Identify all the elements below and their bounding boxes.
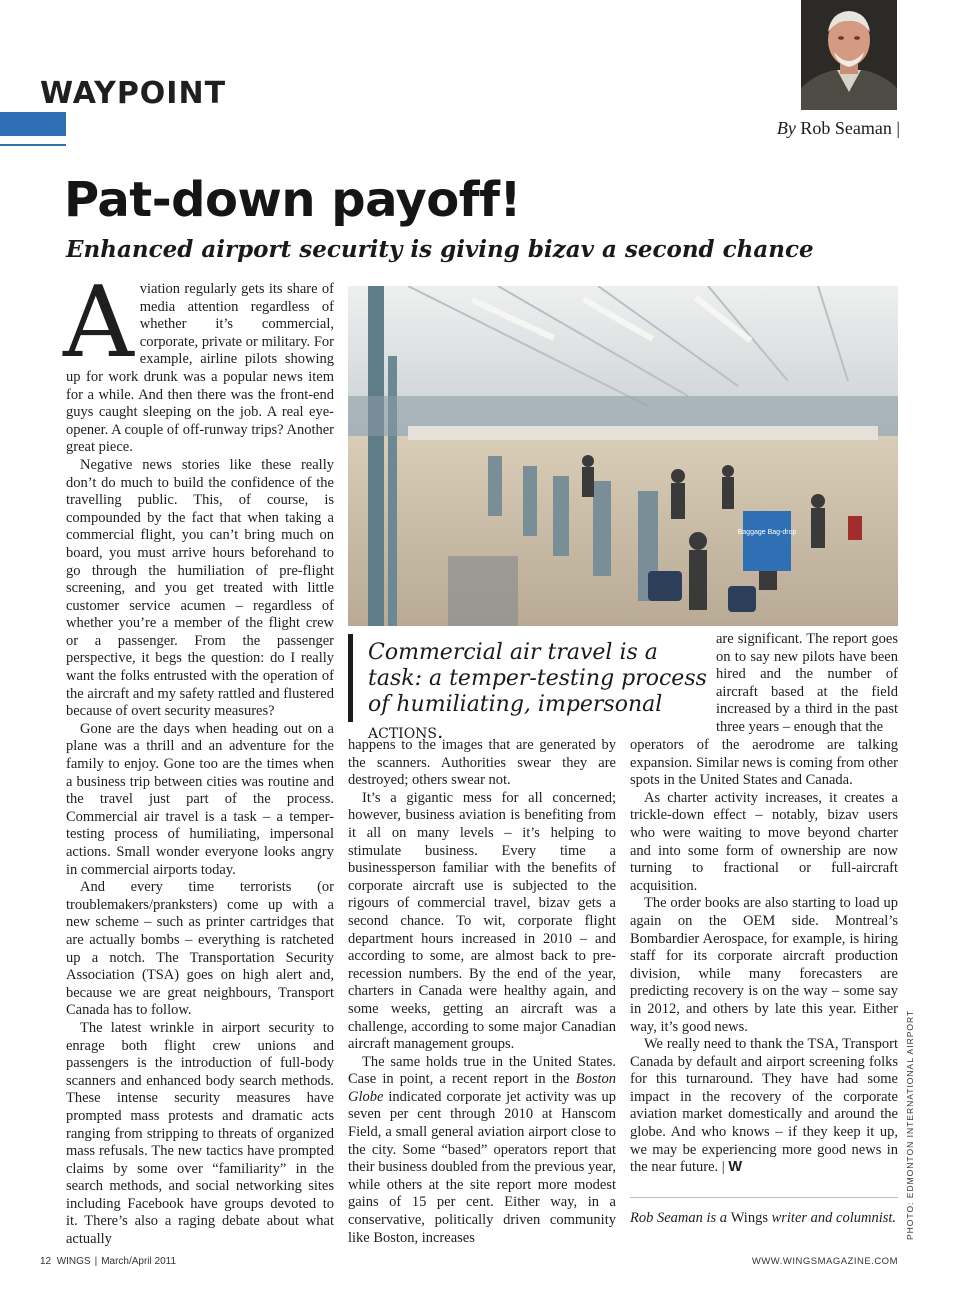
author-bio (630, 1209, 898, 1227)
author-portrait (801, 0, 897, 110)
article-headline: Pat-down payoff! (64, 172, 521, 228)
pull-quote-end: actions. (368, 719, 444, 743)
article-paragraph (348, 1054, 616, 1248)
photo-credit: PHOTO: EDMONTON INTERNATIONAL AIRPORT (905, 1009, 915, 1240)
paragraph-text: viation regularly gets its share of media attention regardless of whether it’s commercial, corporate, private or military. For example, airline pilots showing up for work drunk was a popular news item for a while. And then there was the front-end guys caught sleeping on the job. A real eye-opener. A couple of off-runway trips? Another great piece. (66, 281, 334, 456)
article-column-3 (630, 737, 898, 1177)
bio-divider (630, 1197, 898, 1198)
folio-divider: | (94, 1256, 98, 1267)
paragraph-text: The same holds true in the United States. Case in point, a recent report in the (348, 1053, 616, 1088)
publication-name: Boston Globe (348, 1071, 616, 1105)
article-paragraph: Gone are the days when heading out on a plane was a thrill and an adventure for the family to enjoy. Gone too are the times when a business trip between cities was routine and the travel just part of the process. Commercial air travel is a task – a temper-testing process of humiliating, impersonal actions. Small wonder everyone looks angry in commercial airports today. (66, 720, 334, 878)
terminal-photo-illustration (348, 286, 898, 626)
article-column-1 (63, 266, 334, 1249)
airport-terminal-photo (348, 286, 898, 626)
section-label: WAYPOINT (40, 76, 227, 111)
article-column-2 (348, 737, 616, 1247)
article-paragraph: happens to the images that are generated by the scanners. Authorities swear they are destroyed; others swear not. (348, 737, 616, 789)
article-paragraph: operators of the aerodrome are talking expansion. Similar news is coming from other spots in the United States and Canada. (630, 737, 898, 789)
article-paragraph (63, 266, 334, 457)
article-paragraph: And every time terrorists (or troublemakers/pranksters) come up with a new scheme – such as printer cartridges that are actually bombs – everything is ratcheted up a notch. The Transportation Security Association (TSA) goes on high alert and, because we are great neighbours, Transport Canada has to follow. (66, 879, 334, 1019)
article-paragraph: It’s a gigantic mess for all concerned; however, business aviation is benefiting from it all on many levels – it’s helping to stimulate business. Every time a businessperson familiar with the benefits of corporate aircraft use is subjected to the rigours of commercial travel, bizav gets a second chance. To wit, corporate flight department hours increased in 2010 – and according to some, are almost back to pre-recession numbers. By the end of the year, charters in Canada were healthy again, and some weeks, getting an aircraft was a challenge, according to some major Canadian aircraft management groups. (348, 789, 616, 1053)
bio-rest: writer and columnist. (767, 1210, 897, 1226)
article-deck: Enhanced airport security is giving bizav a second chance (66, 236, 814, 263)
page-number: 12 (40, 1256, 52, 1267)
byline (777, 118, 900, 139)
byline-author: Rob Seaman | (800, 118, 900, 138)
paragraph-text: We really need to thank the TSA, Transport Canada by default and airport screening folks for this turnaround. They have had some impact in the recovery of the corporate aviation market domestically and around the globe. And who knows – if they keep it up, we may be experiencing more good news in the near future. | (630, 1036, 898, 1176)
author-portrait-image (801, 0, 897, 110)
section-accent-bar (0, 112, 66, 136)
bio-publication: Wings (730, 1210, 768, 1226)
article-paragraph: The latest wrinkle in airport security to enrage both flight crew unions and passengers is the introduction of full-body scanners and enhanced body search methods. These intense security measures have prompted mass protests and dramatic acts ranging from stripping to threats of organized mass refusals. The new tactics have prompted claims by some over “familiarity” in the search methods, and social networking sites including Facebook have groups devoted to it. There’s also a raging debate about what actually (66, 1019, 334, 1248)
article-column-3-top (716, 631, 898, 737)
section-accent-rule (0, 144, 66, 146)
byline-prefix: By (776, 118, 796, 138)
pull-quote (368, 640, 708, 745)
article-paragraph: Negative news stories like these really don’t do much to build the confidence of the travelling public. This, of course, is compounded by the fact that when taking a commercial flight, you can’t bring much on board, you must arrive hours beforehand to go through the humiliation of pre-flight screening, and you get treated with little customer service acumen – regardless of whether you’re a member of the flight crew or a passenger. From the passenger perspective, it begs the question: do I really want the folks entrusted with the operation of the aircraft and my safety rattled and flustered because of overt security measures? (66, 456, 334, 720)
footer-website[interactable]: WWW.WINGSMAGAZINE.COM (751, 1256, 898, 1267)
article-paragraph: As charter activity increases, it creates a trickle-down effect – notably, bizav users who were waiting to move beyond charter and into some form of ownership are now turning to fractional or full-aircraft acquisition. (630, 789, 898, 894)
footer-folio (40, 1256, 176, 1267)
article-paragraph: The order books are also starting to load up again on the OEM side. Montreal’s Bombardier Aerospace, for example, is hiring staff for its corporate aircraft production division, while many forecasters are predicting recovery is on the way – some say in 2012, and others by late this year. Either way, it’s good news. (630, 895, 898, 1035)
pull-quote-text: Commercial air travel is a task: a temper-testing process of humiliating, impersonal (368, 640, 707, 717)
bio-name: Rob Seaman is a (630, 1210, 731, 1226)
paragraph-text: indicated corporate jet activity was up seven per cent through 2010 at Hanscom Field, a small general aviation airport close to the city. Some “based” operators report that their business doubled from the previous year, while others at the site report more modest gains of 15 per cent. Either way, in a conservative, politically driven community like Boston, increases (348, 1088, 617, 1246)
photo-sign-text: Baggage Bag-drop (737, 529, 797, 536)
article-paragraph (630, 1036, 898, 1177)
magazine-name: WINGS (56, 1256, 91, 1267)
drop-cap: A (63, 266, 134, 380)
end-mark: W (728, 1159, 743, 1176)
issue-date: March/April 2011 (101, 1256, 177, 1267)
article-paragraph: are significant. The report goes on to say new pilots have been hired and the number of aircraft based at the field increased by a third in the past three years – enough that the (716, 631, 898, 735)
pullquote-bar (348, 634, 353, 722)
